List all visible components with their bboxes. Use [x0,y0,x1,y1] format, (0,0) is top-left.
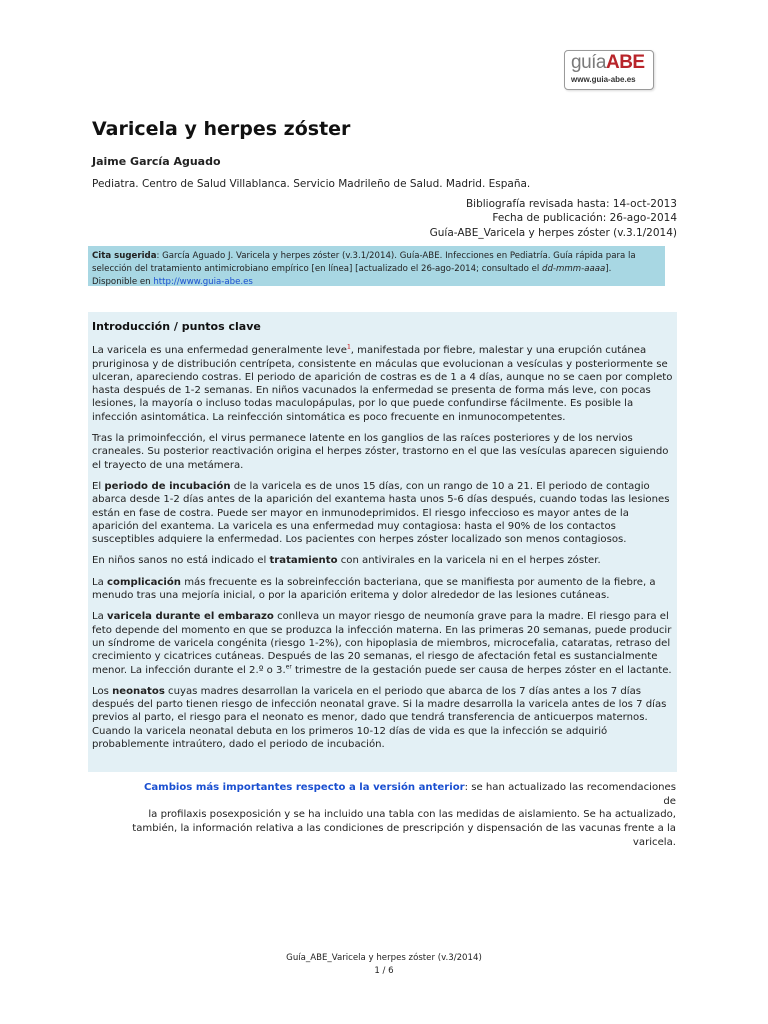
document-title: Varicela y herpes zóster [92,118,351,140]
text-span: conlleva un mayor riesgo de neumonía grave para la madre. El riesgo para el feto depende del momento en que se produzca la infección materna. En las primeras 20 semanas, puede producir un síndrome de varicela congénita (riesgo 1-2%), con hipoplasia de miembros, microcefalia, cataratas, retraso del crecimiento y cicatrices cutáneas. Después de las 20 semanas, el riesgo de afectación fetal es sustancialmente menor. La infección durante el 2.º o 3. [92,611,672,676]
text-span: : se han actualizado las recomendaciones de [464,782,676,807]
intro-section [88,312,677,772]
bold-term: neonatos [112,685,165,697]
page-footer [0,952,768,977]
intro-paragraph-6 [92,610,673,676]
text-span: de la varicela es de unos 15 días, con un rango de 10 a 21. El periodo de contagio abarca desde 1-2 días antes de la aparición del exantema hasta unos 5-6 días después, cuando todas las lesiones están en fase de costra. Puede ser mayor en inmunodeprimidos. El riesgo infeccioso es mayor antes de la aparición del exantema. La varicela es una enfermedad muy contagiosa: hasta el 90% de los contactos susceptibles adquiere la enfermedad. Los pacientes con herpes zóster localizado son menos contagiosos. [92,480,670,546]
text-span: , manifestada por fiebre, malestar y una erupción cutánea pruriginosa y de distribución centrípeta, consistente en máculas que evolucionan a vesículas y posteriormente se ulceran, apareciendo costras. El periodo de aparición de costras es de 1 a 4 días, aunque no se caen por completo hasta después de 1-2 semanas. En niños vacunados la enfermedad se presenta de forma más leve, con pocas lesiones, la mayoría o incluso todas maculopápulas, por lo que puede confundirse fácilmente. Es posible la infección asintomática. La reinfección sintomática es poco frecuente en inmunocompetentes. [92,345,673,423]
citation-text-2: ]. Disponible en [92,263,612,287]
citation-label: Cita sugerida [92,251,157,261]
text-span: En niños sanos no está indicado el [92,555,270,567]
text-span: La [92,576,108,588]
bold-term: periodo de incubación [104,480,231,492]
guia-abe-logo [564,50,654,90]
intro-paragraph-1 [92,344,673,424]
publication-date: Fecha de publicación: 26-ago-2014 [492,212,677,225]
changes-line-4: varicela. [632,836,676,848]
footer-document-name: Guía_ABE_Varicela y herpes zóster (v.3/2014) [286,953,482,963]
text-span: más frecuente es la sobreinfección bacteriana, que se manifiesta por aumento de la fiebre, a menudo tras una mejoría inicial, o por la aparición eritema y dolor alrededor de las lesiones cutáneas. [92,576,656,602]
ordinal-suffix: er [285,663,292,671]
citation-text-1: : García Aguado J. Varicela y herpes zóster (v.3.1/2014). Guía-ABE. Infecciones en Pediatría. Guía rápida para la selección del tratamiento antimicrobiano empírico [en línea] [actualizado el 26-ago-2014; consultado el [92,251,636,274]
bold-term: complicación [107,576,181,588]
intro-paragraph-5 [92,576,673,603]
author-name: Jaime García Aguado [92,155,221,168]
changes-line-3: también, la información relativa a las condiciones de prescripción y dispensación de las vacunas frente a la [132,823,676,835]
text-span: trimestre de la gestación puede ser causa de herpes zóster en el lactante. [291,664,672,676]
author-affiliation: Pediatra. Centro de Salud Villablanca. Servicio Madrileño de Salud. Madrid. España. [92,178,531,190]
intro-paragraph-7 [92,685,673,751]
bibliography-date: Bibliografía revisada hasta: 14-oct-2013 [465,198,677,210]
publication-info [430,197,677,240]
intro-paragraph-3 [92,480,673,546]
citation-box [88,246,665,286]
text-span: Los [92,685,113,697]
document-version: Guía-ABE_Varicela y herpes zóster (v.3.1/2014) [429,226,677,239]
changes-line-1 [130,781,676,808]
text-span: con antivirales en la varicela ni en el herpes zóster. [337,555,601,567]
citation-link[interactable]: http://www.guia-abe.es [153,276,253,287]
intro-heading: Introducción / puntos clave [92,320,261,333]
version-changes [130,781,676,850]
text-span: La varicela es una enfermedad generalmente leve [92,345,347,357]
logo-guia-text: guía [571,52,606,73]
changes-line-2: la profilaxis posexposición y se ha incluido una tabla con las medidas de aislamiento. Se ha actualizado, [148,809,676,821]
intro-paragraph-2: Tras la primoinfección, el virus permanece latente en los ganglios de las raíces posteriores y de los nervios craneales. Su posterior reactivación origina el herpes zóster, trastorno en el que las vesículas aparecen siguiendo el trayecto de una metámera. [92,433,669,471]
text-span: cuyas madres desarrollan la varicela en el periodo que abarca de los 7 días antes a los 7 días después del parto tienen riesgo de infección neonatal grave. Si la madre desarrolla la varicela antes de los 7 días previos al parto, el riesgo para el neonato es menor, dado que tendrá transferencia de anticuerpos maternos. Cuando la varicela neonatal debuta en los primeros 10-12 días de vida es que la infección se adquirió probablemente intraútero, dado el periodo de incubación. [92,685,667,751]
text-span: La [92,611,108,623]
bold-term: varicela durante el embarazo [107,611,274,623]
logo-abe-text: ABE [605,52,645,73]
logo-wordmark [571,52,645,74]
text-span: El [92,480,105,492]
bold-term: tratamiento [269,555,338,567]
logo-url: www.guia-abe.es [571,75,636,84]
changes-lead: Cambios más importantes respecto a la versión anterior [143,782,465,793]
citation-date-placeholder: dd-mmm-aaaa [541,263,606,274]
page-number: 1 / 6 [374,965,394,976]
reference-1[interactable]: 1 [346,343,351,351]
intro-paragraph-4 [92,554,673,567]
